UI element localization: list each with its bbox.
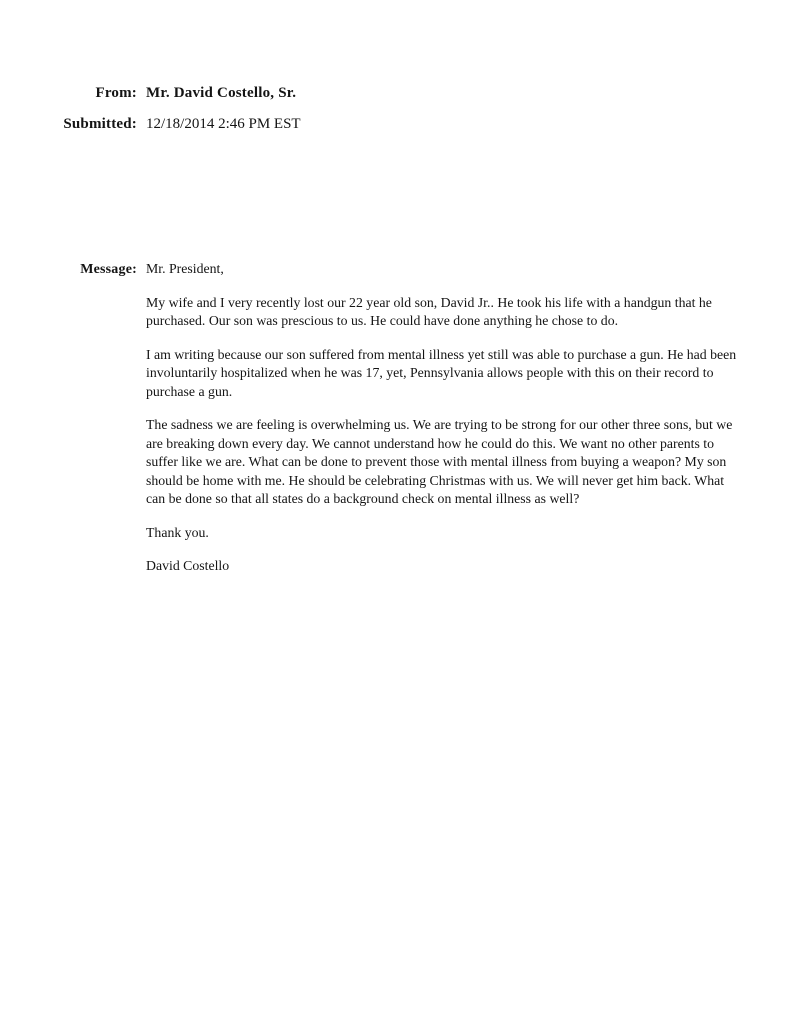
message-paragraph: The sadness we are feeling is overwhelming us. We are trying to be strong for our other three sons, but we are breaking down every day. We cannot understand how he could do this. We want no other parents to suffer like we are. What can be done to prevent those with mental illness from buying a weapon? My son should be home with me. He should be celebrating Christmas with us. We will never get him back. What can be done so that all states do a background check on mental illness as well? (146, 417, 733, 506)
submitted-label: Submitted: (63, 115, 137, 132)
document-header (0, 84, 800, 133)
message-paragraph: I am writing because our son suffered from mental illness yet still was able to purchase a gun. He had been involuntarily hospitalized when he was 17, yet, Pennsylvania allows people with this on their record to purchase a gun. (146, 346, 737, 399)
message-paragraph: My wife and I very recently lost our 22 year old son, David Jr.. He took his life with a handgun that he purchased. Our son was prescious to us. He could have done anything he chose to do. (146, 294, 712, 328)
message-field (0, 260, 800, 576)
message-closing: Thank you. (146, 524, 209, 540)
from-label: From: (95, 85, 137, 101)
message-signature: David Costello (146, 558, 230, 573)
message-salutation: Mr. President, (146, 261, 224, 276)
from-value: Mr. David Costello, Sr. (146, 85, 297, 101)
submitted-value: 12/18/2014 2:46 PM EST (146, 115, 301, 132)
submitted-field (0, 115, 800, 134)
from-field (0, 84, 800, 103)
message-body (146, 260, 746, 576)
message-label: Message: (80, 262, 137, 277)
